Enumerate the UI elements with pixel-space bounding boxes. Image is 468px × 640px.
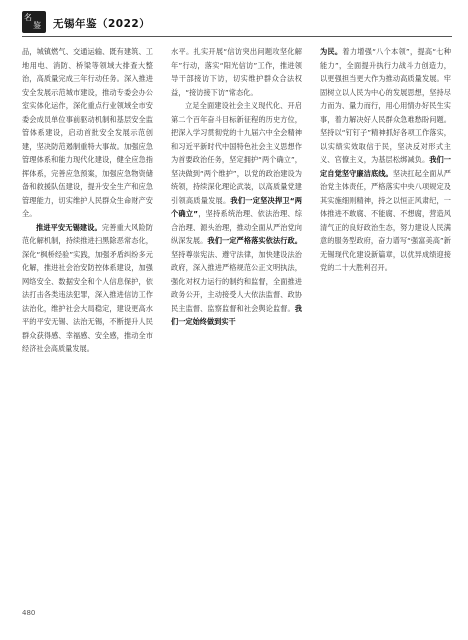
- body-text: 品，城镇燃气、交通运输、既有建筑、工地用电、消防、桥梁等领域大排查大整治，高质量完成三年行动任务。深入推进安全发展示范城市建设，推动专委会办公室实体化运作，深化重点行业领域全市安委会成员单位事前驱动机制和基层安全监管体系建设，启动首批安全发展示范创建，坚决防范遏制重特大事故。加强应急管理体系和能力现代化建设，健全应急指挥体系，完善应急预案，加强应急物资储备和救援队伍建设，提升安全生产和应急管理能力，切实维护人民群众生命财产安全。: [22, 47, 153, 218]
- column-1: [22, 45, 153, 356]
- body-text: 完善重大风险防范化解机制，持续推进扫黑除恶常态化，深化“枫桥经验”实践，加强矛盾纠纷多元化解，推进社会治安防控体系建设，加强网络安全、数据安全和个人信息保护，依法打击各类违法犯罪，深入推进信访工作法治化，维护社会大局稳定，建设更高水平的平安无锡、法治无锡，不断提升人民群众获得感、幸福感、安全感，推动全市经济社会高质量发展。: [22, 222, 153, 353]
- column-3: [320, 45, 451, 275]
- body-text: 坚决扛起全面从严治党主体责任，严格落实中央八项规定及其实施细则精神，持之以恒正风肃纪，一体推进不敢腐、不能腐、不想腐，营造风清气正的良好政治生态，努力建设人民满意的服务型政府，奋力谱写“强富美高”新无锡现代化建设新篇章，以优异成绩迎接党的二十大胜利召开。: [320, 168, 451, 272]
- bold-lead-text: 为民。: [320, 47, 343, 56]
- paragraph: [171, 45, 302, 99]
- paragraph: [22, 221, 153, 356]
- body-text: 立足全面建设社会主义现代化、开启第二个百年奋斗目标新征程的历史方位，把深入学习贯彻党的十九届六中全会精神和习近平新时代中国特色社会主义思想作为首要政治任务，坚定拥护“两个确立”，坚决做到“两个维护”，以党的政治建设为统领，持续深化理论武装，以高质量党建引领高质量发展。: [171, 101, 302, 205]
- body-text: 着力增强“八个本领”，提高“七种能力”，全面提升执行力战斗力创造力，以更强担当更大作为推动高质量发展。牢固树立以人民为中心的发展思想，坚持尽力而为、量力而行，用心用情办好民生实事，着力解决好人民群众急难愁盼问题。坚持以“钉钉子”精神抓好各项工作落实，以实绩实效取信于民，坚决反对形式主义、官僚主义，为基层松绑减负。: [320, 47, 451, 164]
- bold-lead-text: 我们一定始终做到实干: [171, 303, 302, 326]
- paragraph: [22, 45, 153, 221]
- bold-lead-text: 我们一定坚决捍卫“两个确立”: [171, 195, 302, 218]
- logo-char-1: 名: [24, 13, 32, 22]
- bold-lead-text: 我们一定自觉坚守廉洁底线。: [320, 155, 451, 178]
- header-title: 无锡年鉴（2022）: [53, 18, 151, 30]
- running-header: [22, 11, 452, 35]
- body-text: ，坚持系统治理、依法治理、综合治理、源头治理，推动全面从严治党向纵深发展。: [171, 209, 302, 245]
- logo-char-2: 鉴: [33, 21, 41, 30]
- bold-lead-text: 我们一定严格落实依法行政。: [207, 236, 302, 245]
- body-columns: [22, 45, 452, 525]
- page-number: 480: [22, 609, 36, 617]
- body-text: 水平。扎实开展“信访突出问题攻坚化解年”行动，落实“阳光信访”工作，推进领导干部接访下访，切实维护群众合法权益，“接访接下访”常态化。: [171, 47, 302, 97]
- paragraph: [320, 45, 451, 275]
- bold-lead-text: 推进平安无锡建设。: [36, 222, 102, 232]
- column-2: [171, 45, 302, 329]
- body-text: 坚持尊崇宪法、遵守法律，加快建设法治政府，深入推进严格规范公正文明执法，强化对权力运行的制约和监督，全面推进政务公开，主动接受人大依法监督、政协民主监督、监察监督和社会舆论监督。: [171, 249, 302, 313]
- yearbook-logo: [22, 11, 46, 33]
- paragraph: [171, 99, 302, 329]
- header-rule: [22, 36, 452, 37]
